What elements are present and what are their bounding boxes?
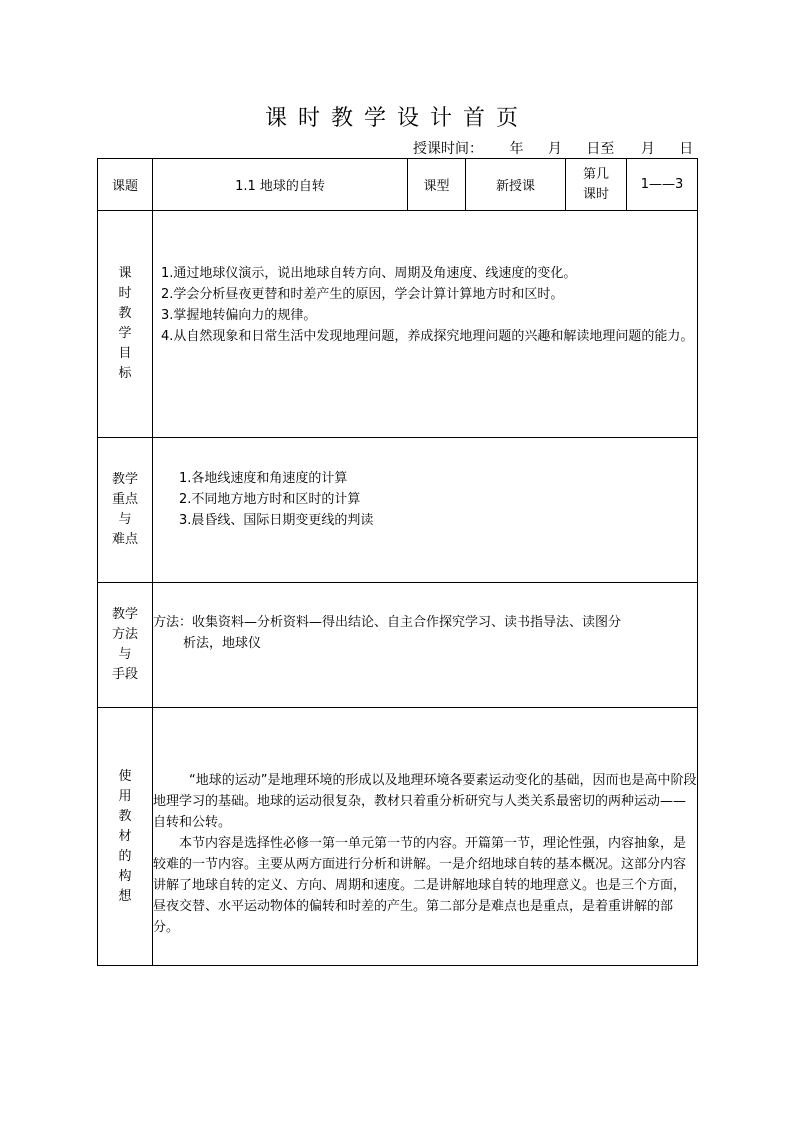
date-year: 年	[509, 141, 524, 157]
label-char: 方法	[111, 627, 138, 642]
lesson-date-line	[413, 138, 693, 158]
label-char: 手段	[111, 667, 138, 682]
textbook-row	[98, 708, 698, 966]
label-char: 用	[118, 788, 132, 804]
topic-label: 课题	[98, 159, 153, 211]
textbook-content	[153, 708, 698, 966]
objective-item: 2.学会分析昼夜更替和时差产生的原因，学会计算计算地方时和区时。	[161, 287, 564, 302]
label-char: 想	[118, 888, 132, 904]
methods-label	[98, 583, 153, 708]
period-value: 1——3	[627, 159, 698, 211]
methods-content	[153, 583, 698, 708]
key-point-item: 1.各地线速度和角速度的计算	[179, 471, 348, 486]
date-month-2: 月	[640, 141, 655, 157]
objectives-content	[153, 211, 698, 438]
period-label	[566, 159, 627, 211]
label-char: 教	[118, 808, 132, 824]
label-char: 的	[118, 848, 132, 864]
topic-value: 1.1 地球的自转	[153, 159, 408, 211]
objectives-label	[98, 211, 153, 438]
objective-item: 3.掌握地转偏向力的规律。	[161, 308, 317, 323]
methods-line-2: 析法，地球仪	[183, 636, 262, 651]
label-char: 学	[118, 326, 132, 341]
date-month: 月	[547, 141, 562, 157]
key-points-content	[153, 438, 698, 583]
period-label-line2: 课时	[582, 186, 609, 202]
period-label-line1: 第几	[582, 166, 609, 182]
date-day-2: 日	[679, 141, 694, 157]
lesson-plan-table	[97, 158, 698, 966]
page-title: 课时教学设计首页	[264, 106, 529, 131]
objective-item: 4.从自然现象和日常生活中发现地理问题，养成探究地理问题的兴趣和解读地理问题的能力。	[161, 329, 694, 344]
label-char: 构	[118, 868, 132, 884]
label-char: 材	[118, 828, 132, 844]
label-char: 与	[118, 647, 132, 662]
label-char: 重点	[111, 492, 138, 507]
type-label: 课型	[408, 159, 466, 211]
key-point-item: 3.晨昏线、国际日期变更线的判读	[179, 513, 374, 528]
textbook-paragraph: “地球的运动”是地理环境的形成以及地理环境各要素运动变化的基础，因而也是高中阶段地理学习的基础。地球的运动很复杂，教材只着重分析研究与人类关系最密切的两种运动——自转和公转。	[153, 773, 697, 830]
label-char: 教学	[111, 472, 138, 487]
date-day-to: 日至	[586, 141, 615, 157]
methods-row	[98, 583, 698, 708]
label-char: 教学	[111, 607, 138, 622]
textbook-paragraph: 本节内容是选择性必修一第一单元第一节的内容。开篇第一节，理论性强，内容抽象，是较难的一节内容。主要从两方面进行分析和讲解。一是介绍地球自转的基本概况。这部分内容讲解了地球自转的定义、方向、周期和速度。二是讲解地球自转的地理意义。也是三个方面，昼夜交替、水平运动物体的偏转和时差的产生。第二部分是难点也是重点，是着重讲解的部分。	[153, 836, 687, 935]
date-label: 授课时间：	[413, 141, 483, 157]
key-points-label	[98, 438, 153, 583]
key-points-row	[98, 438, 698, 583]
label-char: 教	[118, 306, 132, 321]
key-point-item: 2.不同地方地方时和区时的计算	[179, 492, 361, 507]
type-value: 新授课	[466, 159, 566, 211]
label-char: 目	[118, 346, 132, 361]
label-char: 使	[118, 768, 132, 784]
label-char: 与	[118, 512, 132, 527]
textbook-label	[98, 708, 153, 966]
label-char: 时	[118, 286, 132, 301]
label-char: 课	[118, 266, 132, 281]
label-char: 难点	[111, 532, 138, 547]
header-row	[98, 159, 698, 211]
objectives-row	[98, 211, 698, 438]
objective-item: 1.通过地球仪演示，说出地球自转方向、周期及角速度、线速度的变化。	[161, 266, 577, 281]
label-char: 标	[118, 366, 132, 381]
methods-line-1: 方法：收集资料—分析资料—得出结论、自主合作探究学习、读书指导法、读图分	[153, 615, 622, 630]
